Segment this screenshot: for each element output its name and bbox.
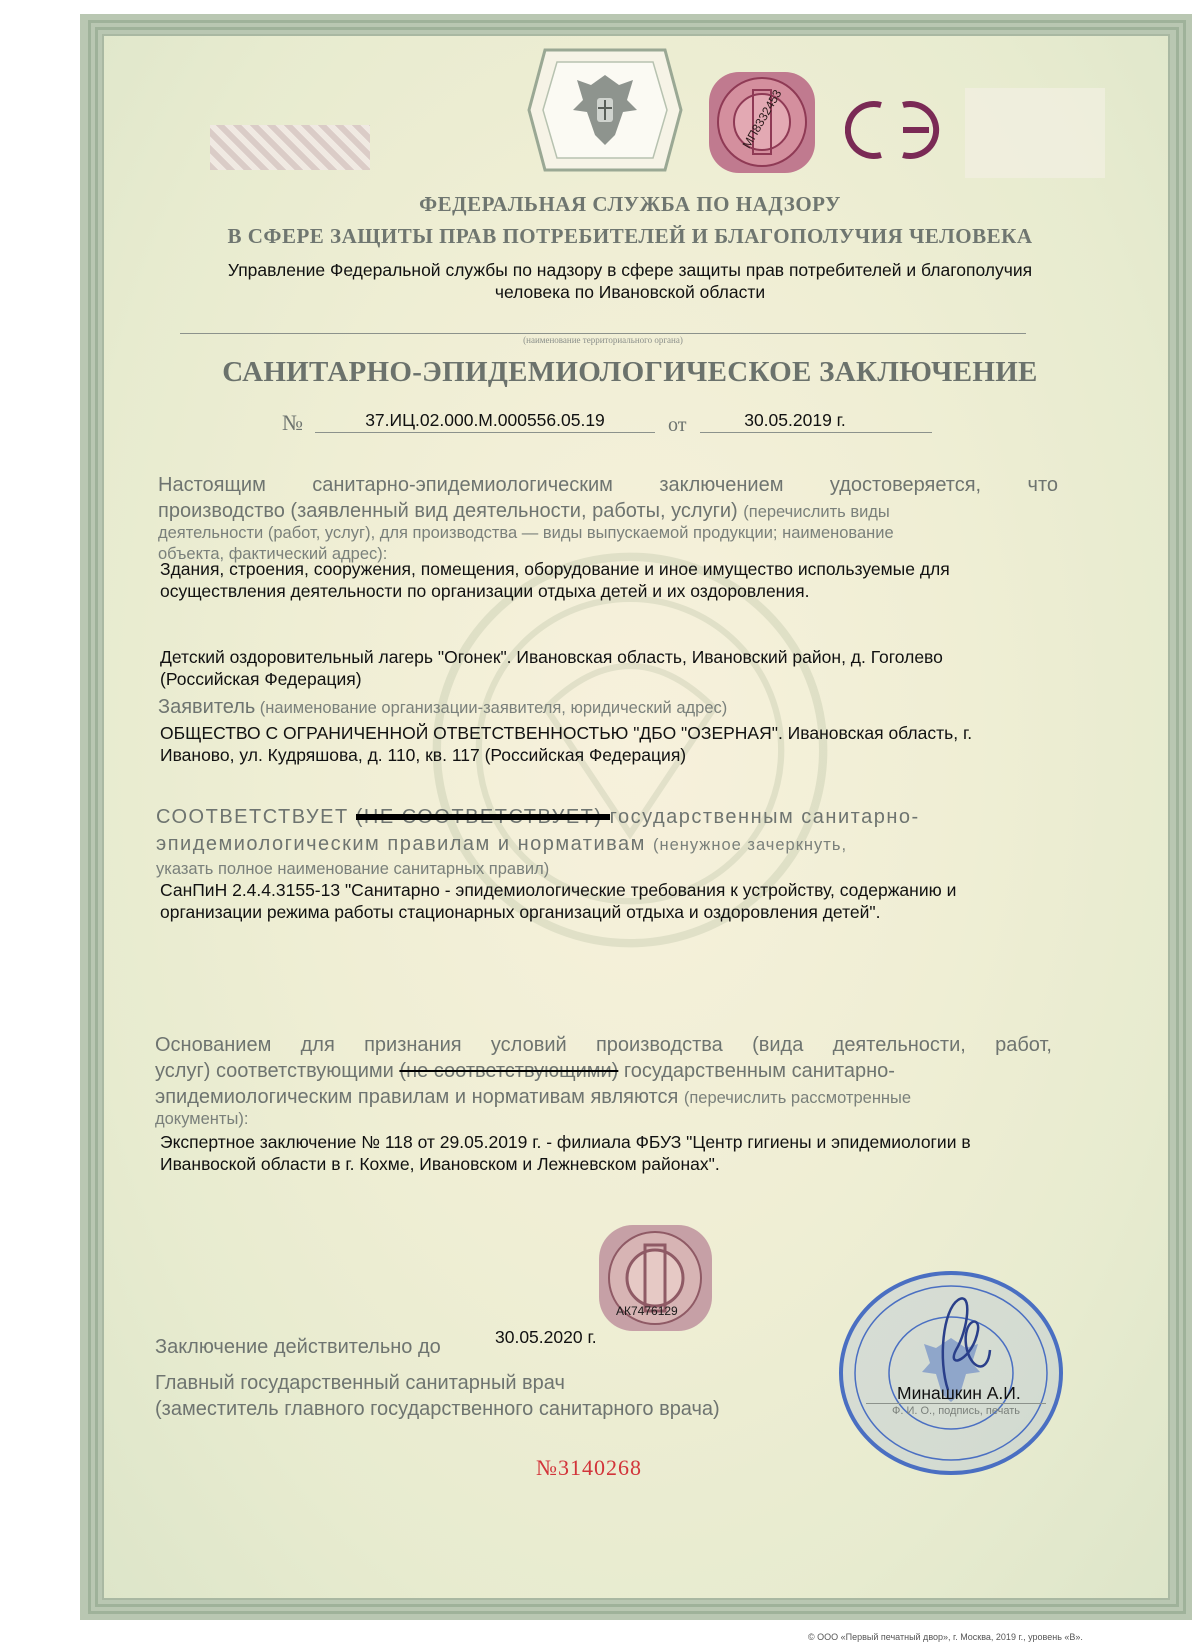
signatory-name: Минашкин А.И. [897,1383,1021,1403]
hologram-top-code: МП8332453 [739,87,785,151]
signatory-caption: Ф. И. О., подпись, печать [892,1405,1020,1417]
number-label: № [282,410,303,435]
form-serial-number: №3140268 [536,1455,642,1480]
basis-line-3b: (перечислить рассмотренные [683,1089,912,1107]
signatory-underline [866,1403,1046,1404]
conformity-line-1-end: государственным санитарно- [609,806,920,828]
applicant-label: Заявитель [158,696,256,718]
eagle-emblem [525,40,685,180]
intro-line-3: деятельности (работ, услуг), для производства — виды выпускаемой продукции; наименование [158,524,894,542]
activity-line-2: осуществления деятельности по организации отдыха детей и их оздоровления. [160,581,810,601]
intro-line-2a: производство (заявленный вид деятельности, работы, услуги) [158,500,738,522]
object-line-1: Детский оздоровительный лагерь "Огонек". Ивановская область, Ивановский район, д. Гоголево [160,647,943,667]
basis-line-3a: эпидемиологическим правилам и нормативам являются [155,1086,679,1108]
basis-line-3 [155,1084,911,1111]
applicant-caption: (наименование организации-заявителя, юридический адрес) [259,699,728,717]
applicant-line-2: Иваново, ул. Кудряшова, д. 110, кв. 117 (Российская Федерация) [160,745,687,765]
department-line-1: Управление Федеральной службы по надзору в сфере защиты прав потребителей и благополучия [227,260,1033,280]
blank-patch [965,88,1105,178]
conformity-line-2-small: (ненужное зачеркнуть, [652,836,848,854]
not-complies-text [356,806,610,828]
department-caption: (наименование территориального органа) [523,335,683,345]
complies-text: СООТВЕТСТВУЕТ [156,806,349,828]
intro-line-1: Настоящим санитарно-эпидемиологическим заключением удостоверяется, что [158,474,1058,496]
conformity-line-3: указать полное наименование санитарных правил) [156,860,550,878]
strikeout-line [356,814,610,820]
intro-line-4: объекта, фактический адрес): [158,545,388,563]
department-line-2: человека по Ивановской области [494,282,766,302]
conformity-line-2 [156,833,847,856]
number-underline [315,432,655,433]
basis-doc-line-2: Иванвоской области в г. Кохме, Ивановском и Лежневском районах". [160,1154,720,1174]
conformity-line-2-text: эпидемиологическим правилам и нормативам [156,833,646,855]
intro-line-2 [158,498,890,525]
basis-line-2b: государственным санитарно- [623,1060,895,1082]
activity-line-1: Здания, строения, сооружения, помещения, оборудование и иное имущество используемые для [160,559,950,579]
basis-line-2 [155,1058,895,1084]
basis-line-1: Основанием для признания условий производства (вида деятельности, работ, [155,1034,1052,1056]
date-underline [700,432,932,433]
certificate-number: 37.ИЦ.02.000.М.000556.05.19 [365,410,605,430]
basis-doc-line-1: Экспертное заключение № 118 от 29.05.2019 г. - филиала ФБУЗ "Центр гигиены и эпидемиологии в [160,1132,971,1152]
header-line-1: ФЕДЕРАЛЬНАЯ СЛУЖБА ПО НАДЗОРУ [419,192,841,216]
department-underline [180,333,1026,334]
conformity-line-1 [156,806,1056,829]
intro-line-2b: (перечислить виды [743,503,890,521]
security-pattern-strip [210,125,370,170]
basis-line-4: документы): [155,1110,249,1128]
rules-line-1: СанПиН 2.4.4.3155-13 "Санитарно - эпидемиологические требования к устройству, содержанию и [160,880,957,900]
validity-label: Заключение действительно до [155,1336,441,1358]
header-line-2: В СФЕРЕ ЗАЩИТЫ ПРАВ ПОТРЕБИТЕЛЕЙ И БЛАГОПОЛУЧИЯ ЧЕЛОВЕКА [227,224,1033,248]
printer-note: © ООО «Первый печатный двор», г. Москва, 2019 г., уровень «В». [808,1632,1083,1642]
basis-line-2-strike: (не соответствующими) [399,1060,619,1082]
applicant-line-1: ОБЩЕСТВО С ОГРАНИЧЕННОЙ ОТВЕТСТВЕННОСТЬЮ "ДБО "ОЗЕРНАЯ". Ивановская область, г. [160,723,973,743]
object-line-2: (Российская Федерация) [160,669,362,689]
hologram-bottom-code: АК7476129 [616,1304,678,1318]
certificate-date: 30.05.2019 г. [744,410,846,430]
signatory-title-2: (заместитель главного государственного санитарного врача) [155,1398,720,1420]
se-mark-logo [845,95,945,165]
applicant-label-row [158,694,727,720]
validity-date: 30.05.2020 г. [495,1327,597,1347]
rules-line-2: организации режима работы стационарных организаций отдыха и оздоровления детей". [160,902,881,922]
from-label: от [668,414,687,436]
document-title: САНИТАРНО-ЭПИДЕМИОЛОГИЧЕСКОЕ ЗАКЛЮЧЕНИЕ [222,356,1038,388]
basis-line-2a: услуг) соответствующими [155,1060,394,1082]
signatory-title-1: Главный государственный санитарный врач [155,1372,565,1394]
